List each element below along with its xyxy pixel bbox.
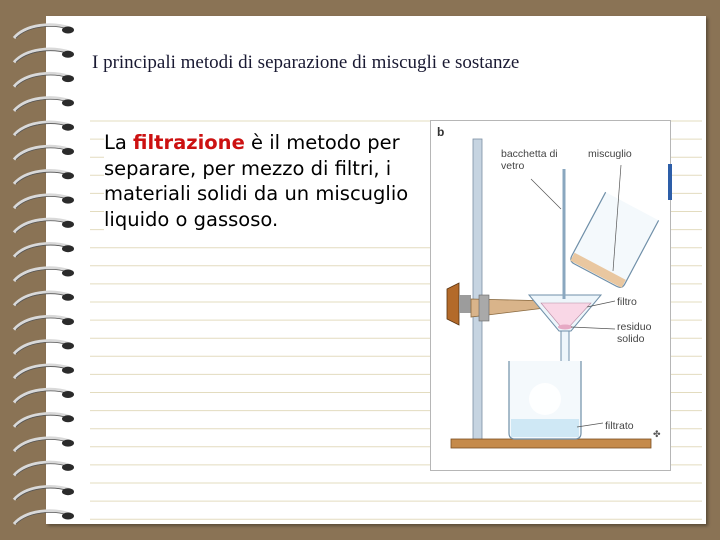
binding-ring — [14, 122, 74, 135]
binding-ring — [14, 511, 74, 524]
label-rod: bacchetta di vetro — [501, 148, 558, 172]
binding-ring — [14, 171, 74, 184]
binding-ring — [14, 316, 74, 329]
binding-ring — [14, 487, 74, 500]
label-mixture: miscuglio — [588, 148, 632, 160]
definition-paragraph — [104, 130, 434, 232]
spiral-binding — [12, 18, 82, 528]
binding-ring — [14, 268, 74, 281]
binding-ring — [14, 462, 74, 475]
side-tab-marker — [668, 164, 672, 200]
solid-residue — [558, 325, 572, 330]
wall-clamp — [447, 283, 459, 325]
binding-ring — [14, 49, 74, 62]
pouring-beaker — [569, 192, 659, 289]
binding-ring — [14, 414, 74, 427]
binding-ring — [14, 389, 74, 402]
paragraph-suffix: è il metodo per separare, per mezzo di filtri, i materiali solidi da un miscuglio liquido o gassoso. — [104, 131, 409, 231]
filtrate-liquid — [511, 419, 579, 437]
binding-ring — [14, 219, 74, 232]
binding-ring — [14, 73, 74, 86]
binding-ring — [14, 195, 74, 208]
publisher-mark: ✤ — [653, 430, 661, 440]
label-filter: filtro — [617, 296, 637, 308]
label-residue: residuo solido — [617, 321, 652, 345]
keyword-filtrazione: filtrazione — [133, 131, 245, 154]
binding-ring — [14, 25, 74, 38]
beaker-highlight — [529, 383, 561, 415]
binding-ring — [14, 438, 74, 451]
binding-ring — [14, 244, 74, 257]
paragraph-prefix: La — [104, 131, 134, 154]
binding-ring — [14, 292, 74, 305]
binding-ring — [14, 98, 74, 111]
panel-letter: b — [437, 125, 445, 139]
label-filtrate: filtrato — [605, 420, 634, 432]
leader-residue — [571, 327, 615, 329]
stand-pole — [473, 139, 482, 445]
binding-ring — [14, 146, 74, 159]
binding-ring — [14, 365, 74, 378]
filtration-diagram — [430, 120, 671, 471]
slide-title: I principali metodi di separazione di miscugli e sostanze — [92, 52, 520, 73]
stand-base — [451, 439, 651, 448]
binding-ring — [14, 341, 74, 354]
clamp-joint — [479, 295, 489, 321]
leader-rod — [531, 179, 561, 209]
clamp-screw — [459, 295, 471, 313]
